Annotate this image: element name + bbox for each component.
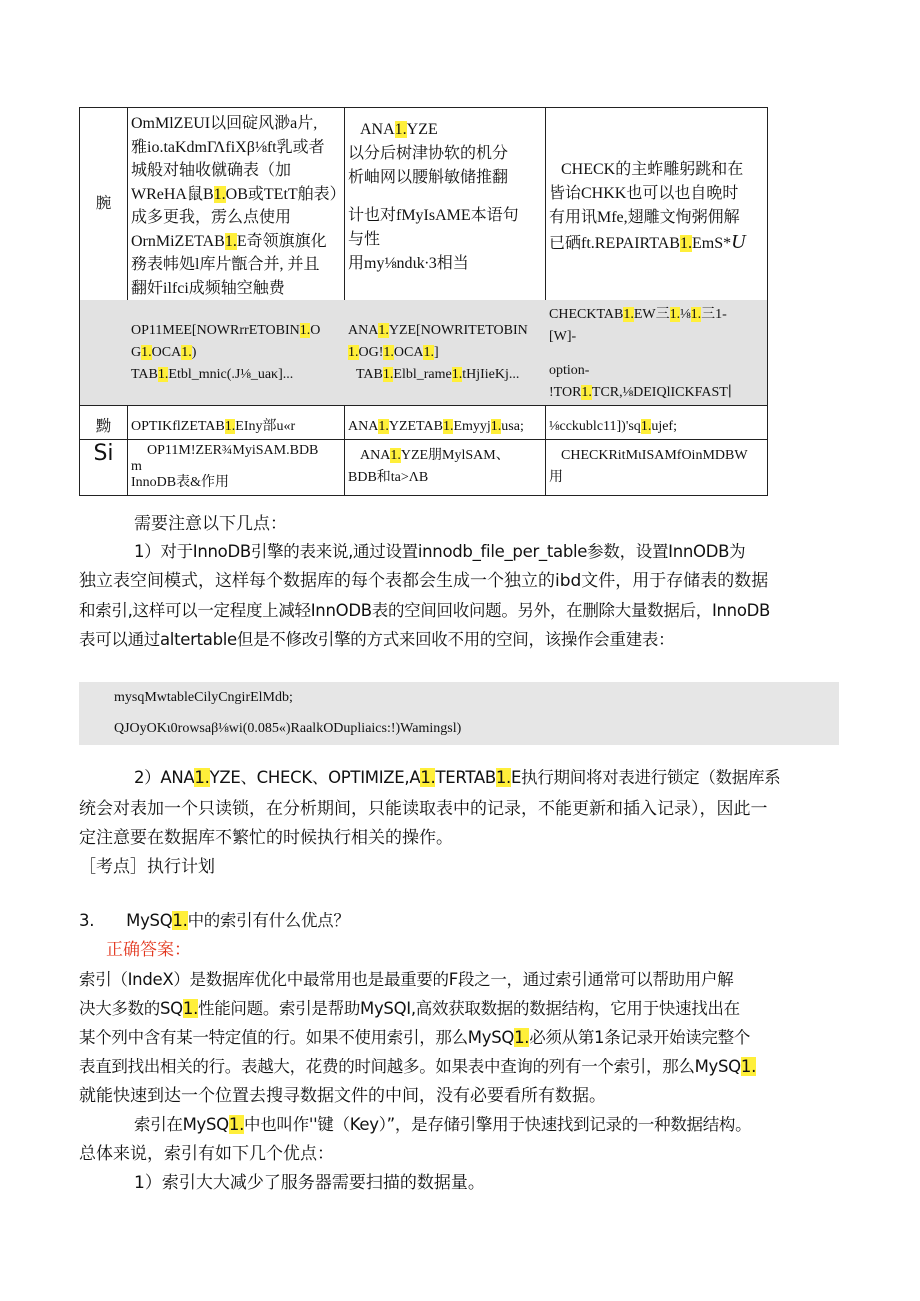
table-row [80,439,767,495]
check-description-cell: CHECK的主蚱雕躬跳和在 皆诒CHKK也可以也自晩时 有用讯Mfe,翅雕文恂粥佣解 已硒ft.REPAIRTAB1.EmS*U [549,161,746,253]
answer-line: 1）索引大大减少了服务器需要扫描的数据量。 [134,1173,485,1193]
table-row [80,108,767,300]
note-1-line: 独立表空间模式，这样每个数据库的每个表都会生成一个独立的ibd文件，用于存储表的数据 [79,571,769,591]
row-label: 黝 [95,417,112,435]
optimize-engines-cell: OP11M!ZER¾MyiSAM.BDB m InnoDB表&作用 [131,443,319,490]
answer-line: 某个列中含有某一特定值的行。如果不使用索引，那么MySQ1.必须从第1条记录开始读完整个 [79,1028,751,1047]
note-intro: 需要注意以下几点： [134,514,287,534]
kaodian-label: ［考点］执行计划 [79,857,215,877]
row-label: 腕 [95,194,112,212]
question-3-title: 3. MySQ1.中的索引有什么优点？ [79,911,350,930]
note-1-line: 和索引,这样可以一定程度上减轻InnODB表的空间回收问题。另外，在删除大量数据后，InnoDB [79,601,771,620]
row-label: Si [93,441,114,466]
note-1-line: 表可以通过altertable但是不修改引擎的方式来回收不用的空间，该操作会重建表： [79,630,675,649]
table-row [80,405,767,439]
note-2-line: 统会对表加一个只读锁，在分析期间，只能读取表中的记录，不能更新和插入记录），因此一 [79,799,768,819]
answer-line: 索引在MySQ1.中也叫作''键（Key）”，是存储引擎用于快速找到记录的一种数据结构。 [134,1115,752,1134]
table-row [80,300,767,405]
analyze-engines-cell: ANA1.YZE朋MylSAM、 BDB和ta>ΛB [348,448,510,485]
answer-line: 总体来说，索引有如下几个优点： [79,1144,334,1164]
answer-line: 就能快速到达一个位置去搜寻数据文件的中间，没有必要看所有数据。 [79,1086,606,1106]
check-syntax-cell: CHECKTAB1.EW三1.⅛1.三1- [W]- option- !TOR1.TCR,⅛DEIQlICKFAST∣ [549,307,732,400]
answer-line: 决大多数的SQ1.性能问题。索引是帮助MySQI,高效获取数据的数据结构，它用于快速找出在 [79,999,740,1018]
note-2-line: 2）ANA1.YZE、CHECK、OPTIMIZE,A1.TERTAB1.E执行期间将对表进行锁定（数据库系 [134,768,781,787]
code-line: QJOyOKι0rowsaβ⅛wi(0.085«)RaalkODupliaics:!)Wamingsl) [114,721,462,736]
analyze-description-cell: ANA1.YZE 以分后树津协软的机分 析岫网以腰斛敏储推翻 计也对fMyIsAME本语句 与性 用my⅛ndιk∙3相当 [348,121,519,272]
analyze-example-cell: ANA1.YZETAB1.Emyyj1.usa; [348,419,524,434]
check-engines-cell: CHECKRitMιISAMfOinMDBW 用 [549,448,748,485]
analyze-syntax-cell: ANA1.YZE[NOWRITETOBIN 1.OG!1.OCA1.] TAB1.Elbl_rame1.tHjIieKj... [348,323,528,382]
optimize-syntax-cell: OP11MEE[NOWRrrETOBIN1.O G1.OCA1.) TAB1.Etbl_mnic(.J⅛_uaκ]... [131,323,321,382]
answer-line: 表直到找出相关的行。表越大，花费的时间越多。如果表中查询的列有一个索引，那么MySQ1. [79,1057,757,1076]
optimize-example-cell: OPTIKflZETAB1.EIny部u«r [131,419,296,434]
comparison-table [79,107,768,496]
answer-label: 正确答案： [106,940,191,960]
note-1-line: 1）对于InnoDB引擎的表来说,通过设置innodb_file_per_table参数，设置InnODB为 [134,542,746,561]
code-line: mysqMwtableCilyCngirElMdb; [114,690,293,705]
answer-line: 索引（IndeX）是数据库优化中最常用也是最重要的F段之一，通过索引通常可以帮助用户解 [79,970,734,989]
note-2-line: 定注意要在数据库不繁忙的时候执行相关的操作。 [79,828,453,848]
check-example-cell: ⅛cckublc11])'sq1.ujef; [549,419,677,434]
optimize-description-cell: OmMlZEUI以回碇风渺a片, 雅io.taKdmΓΛfiXβ⅛ft乳或者 城般对轴收僦确表（加 WReHA鼠B1.OB或TEtT舶表） 成多更我，雳么点使用 OrnMiZETAB1.E奇领旗旗化 務表帏処l库片甑合并, 并且 翻奸ilfci成频轴空触费 [131,115,346,297]
